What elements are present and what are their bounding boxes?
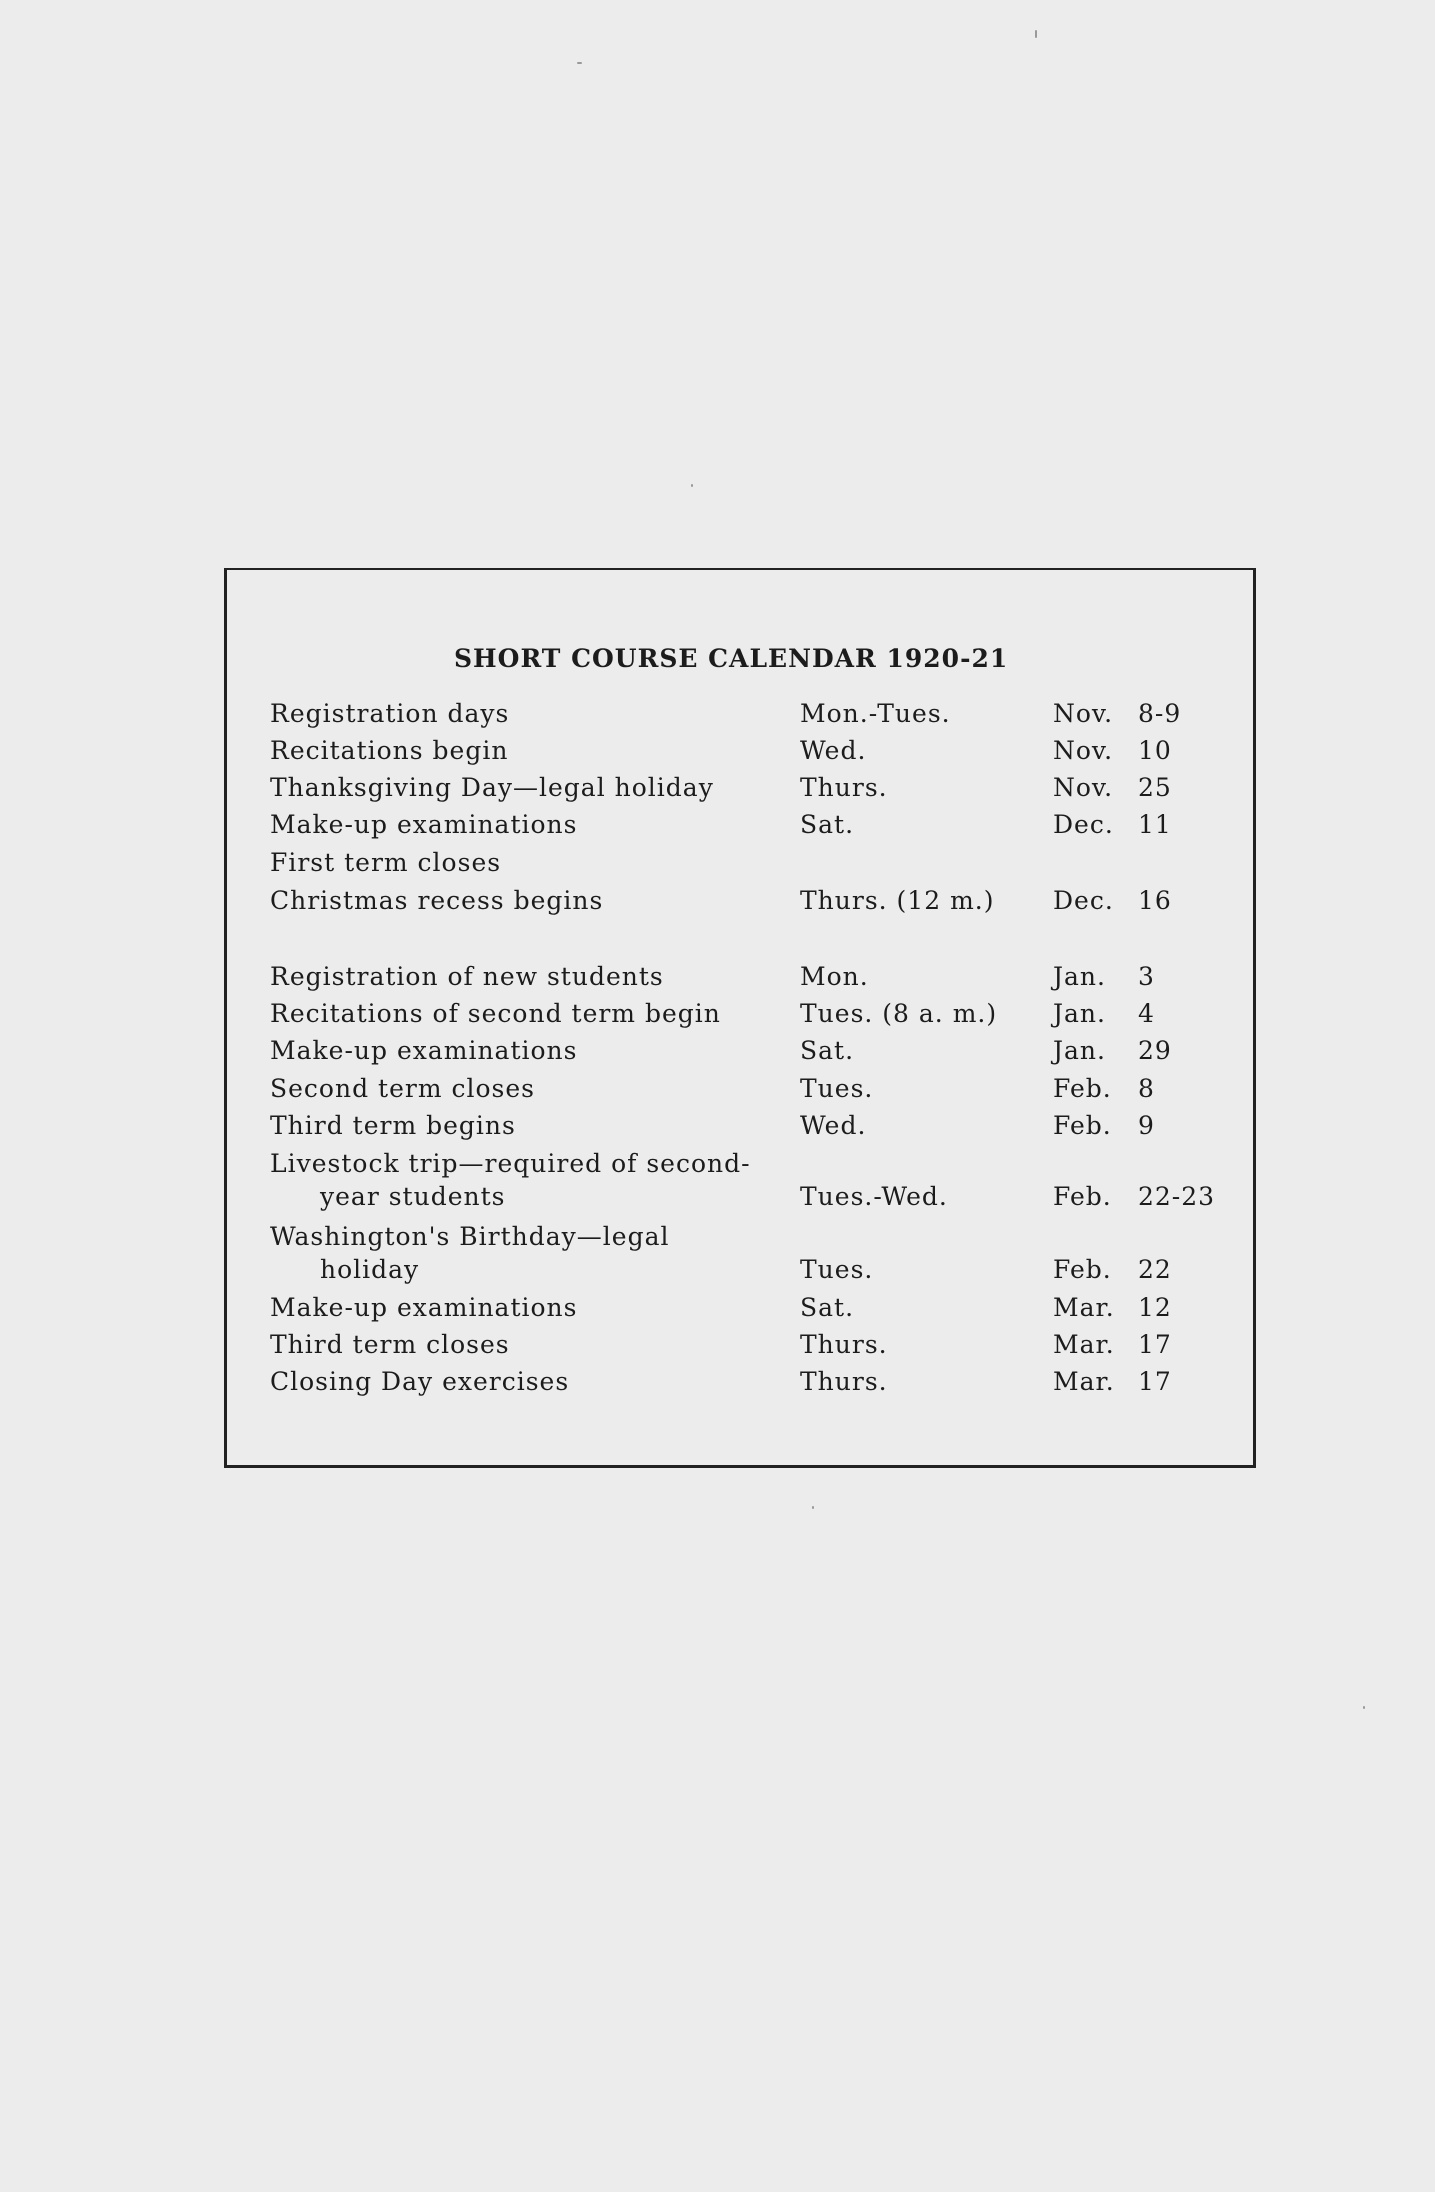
event-label: Registration of new students <box>270 962 664 991</box>
event-label: Closing Day exercises <box>270 1367 570 1396</box>
event-month: Nov. <box>1053 736 1114 765</box>
event-label-continued: year students <box>320 1182 506 1211</box>
event-month: Dec. <box>1053 810 1114 839</box>
event-day: Tues. <box>800 1074 874 1103</box>
event-month: Feb. <box>1053 1182 1112 1211</box>
event-label: Washington's Birthday—legal <box>270 1222 670 1251</box>
calendar-row <box>0 1111 1435 1149</box>
event-month: Mar. <box>1053 1367 1115 1396</box>
event-label: Recitations begin <box>270 736 509 765</box>
event-date: 12 <box>1138 1293 1172 1322</box>
event-day: Sat. <box>800 1293 855 1322</box>
event-day: Tues.-Wed. <box>800 1182 948 1211</box>
calendar-row <box>0 1293 1435 1331</box>
event-day: Wed. <box>800 1111 867 1140</box>
event-date: 11 <box>1138 810 1172 839</box>
event-date: 8 <box>1138 1074 1155 1103</box>
event-month: Feb. <box>1053 1255 1112 1284</box>
event-day: Sat. <box>800 1036 855 1065</box>
calendar-row <box>0 1036 1435 1074</box>
event-date: 9 <box>1138 1111 1155 1140</box>
event-date: 25 <box>1138 773 1172 802</box>
paper-speck <box>812 1506 814 1509</box>
event-date: 29 <box>1138 1036 1172 1065</box>
event-month: Jan. <box>1053 1036 1106 1065</box>
event-day: Thurs. <box>800 1330 888 1359</box>
event-day: Mon.-Tues. <box>800 699 951 728</box>
event-label: Third term begins <box>270 1111 516 1140</box>
event-date: 22-23 <box>1138 1182 1216 1211</box>
event-label: Second term closes <box>270 1074 535 1103</box>
event-date: 16 <box>1138 886 1172 915</box>
calendar-row <box>0 1074 1435 1112</box>
event-date: 17 <box>1138 1330 1172 1359</box>
event-label: Third term closes <box>270 1330 510 1359</box>
event-date: 17 <box>1138 1367 1172 1396</box>
calendar-row <box>0 1255 1435 1293</box>
event-month: Mar. <box>1053 1330 1115 1359</box>
event-month: Jan. <box>1053 999 1106 1028</box>
event-month: Dec. <box>1053 886 1114 915</box>
event-month: Feb. <box>1053 1074 1112 1103</box>
event-day: Thurs. <box>800 773 888 802</box>
calendar-row <box>0 699 1435 737</box>
event-label-continued: holiday <box>320 1255 420 1284</box>
calendar-row <box>0 1182 1435 1220</box>
event-label: Livestock trip—required of second- <box>270 1149 751 1178</box>
event-day: Tues. (8 a. m.) <box>800 999 998 1028</box>
event-date: 3 <box>1138 962 1155 991</box>
calendar-row <box>0 736 1435 774</box>
event-day: Thurs. <box>800 1367 888 1396</box>
event-day: Wed. <box>800 736 867 765</box>
event-month: Nov. <box>1053 773 1114 802</box>
event-label: Christmas recess begins <box>270 886 604 915</box>
calendar-row <box>0 962 1435 1000</box>
calendar-row <box>0 1367 1435 1405</box>
paper-speck <box>1035 30 1037 38</box>
event-day: Sat. <box>800 810 855 839</box>
calendar-row <box>0 810 1435 848</box>
event-label: Registration days <box>270 699 510 728</box>
calendar-row <box>0 848 1435 886</box>
paper-speck <box>577 62 582 64</box>
event-label: Make-up examinations <box>270 1293 578 1322</box>
calendar-row <box>0 999 1435 1037</box>
calendar-row <box>0 773 1435 811</box>
event-label: Make-up examinations <box>270 810 578 839</box>
event-label: First term closes <box>270 848 502 877</box>
event-label: Make-up examinations <box>270 1036 578 1065</box>
event-date: 8-9 <box>1138 699 1182 728</box>
event-day: Tues. <box>800 1255 874 1284</box>
calendar-row <box>0 1330 1435 1368</box>
paper-speck <box>1363 1706 1365 1709</box>
paper-speck <box>691 484 693 487</box>
event-day: Thurs. (12 m.) <box>800 886 995 915</box>
event-month: Mar. <box>1053 1293 1115 1322</box>
event-day: Mon. <box>800 962 869 991</box>
event-month: Jan. <box>1053 962 1106 991</box>
event-month: Feb. <box>1053 1111 1112 1140</box>
calendar-title: SHORT COURSE CALENDAR 1920-21 <box>454 644 1009 673</box>
event-date: 4 <box>1138 999 1155 1028</box>
event-label: Recitations of second term begin <box>270 999 721 1028</box>
event-month: Nov. <box>1053 699 1114 728</box>
calendar-row <box>0 886 1435 924</box>
event-date: 22 <box>1138 1255 1172 1284</box>
event-label: Thanksgiving Day—legal holiday <box>270 773 714 802</box>
event-date: 10 <box>1138 736 1172 765</box>
